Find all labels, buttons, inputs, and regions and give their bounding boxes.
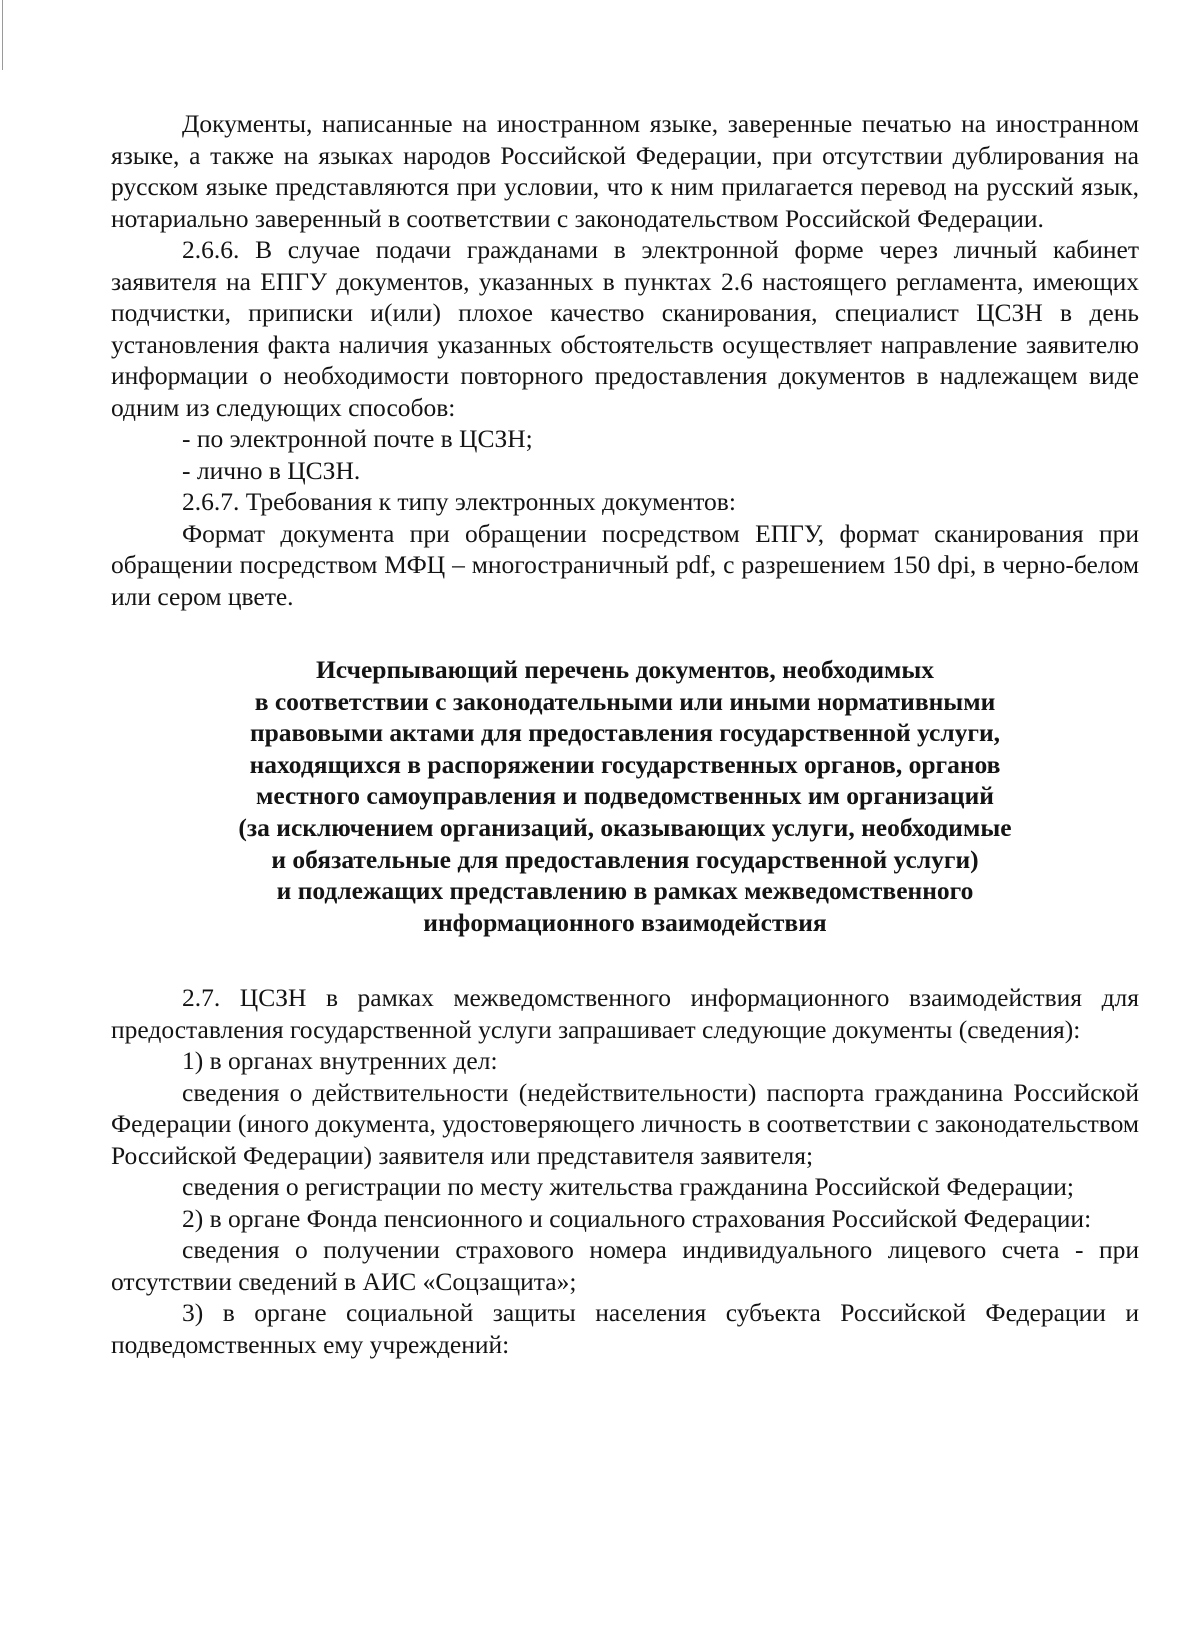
list-item-email: - по электронной почте в ЦСЗН; (182, 424, 533, 453)
paragraph-foreign-documents: Документы, написанные на иностранном языке, заверенные печатью на иностранном языке, а также на языках народов Российской Федерации, при отсутствии дублирования на русском языке представляются при условии, что к ним прилагается перевод на русский язык, нотариально заверенный в соответствии с законодательством Российской Федерации. (111, 109, 1139, 233)
paragraph-snils: сведения о получении страхового номера индивидуального лицевого счета - при отсутствии сведений в АИС «Соцзащита»; (111, 1235, 1139, 1296)
document-body (111, 108, 1139, 1360)
heading-line: местного самоуправления и подведомственных им организаций (255, 781, 994, 811)
paragraph-registration: сведения о регистрации по месту жительства гражданина Российской Федерации; (182, 1172, 1075, 1202)
paragraph-2-6-6: 2.6.6. В случае подачи гражданами в электронной форме через личный кабинет заявителя на ЕПГУ документов, указанных в пунктах 2.6 настоящего регламента, имеющих подчистки, приписки и(или) плохое качество сканирования, специалист ЦСЗН в день установления факта наличия указанных обстоятельств осуществляет направление заявителю информации о необходимости повторного предоставления документов в надлежащем виде одним из следующих способов: (111, 235, 1139, 422)
list-item-in-person: - лично в ЦСЗН. (182, 455, 361, 485)
list-item-pension-fund: 2) в органе Фонда пенсионного и социального страхования Российской Федерации: (182, 1203, 1092, 1233)
paragraph-format: Формат документа при обращении посредством ЕПГУ, формат сканирования при обращении посредством МФЦ – многостраничный pdf, с разрешением 150 dpi, в черно-белом или сером цвете. (111, 518, 1139, 611)
heading-line: находящихся в распоряжении государственных органов, органов (249, 749, 1001, 779)
section-heading (111, 654, 1139, 938)
heading-line: в соответствии с законодательными или иными нормативными (254, 686, 996, 716)
heading-line: правовыми актами для предоставления государственной услуги, (249, 718, 1001, 748)
heading-line: и обязательные для предоставления государственной услуги) (271, 844, 979, 874)
scan-edge-line (2, 0, 3, 70)
list-item-internal-affairs: 1) в органах внутренних дел: (182, 1046, 498, 1076)
heading-line: (за исключением организаций, оказывающих услуги, необходимые (238, 812, 1012, 842)
paragraph-2-6-7: 2.6.7. Требования к типу электронных документов: (182, 487, 736, 516)
paragraph-2-7: 2.7. ЦСЗН в рамках межведомственного информационного взаимодействия для предоставления государственной услуги запрашивает следующие документы (сведения): (111, 983, 1139, 1044)
heading-line: Исчерпывающий перечень документов, необходимых (315, 655, 935, 684)
list-item-social-protection: 3) в органе социальной защиты населения субъекта Российской Федерации и подведомственных ему учреждений: (111, 1298, 1139, 1359)
heading-line: информационного взаимодействия (423, 907, 827, 937)
paragraph-passport-validity: сведения о действительности (недействительности) паспорта гражданина Российской Федерации (иного документа, удостоверяющего личность в соответствии с законодательством Российской Федерации) заявителя или представителя заявителя; (111, 1077, 1139, 1170)
heading-line: и подлежащих представлению в рамках межведомственного (276, 876, 974, 906)
